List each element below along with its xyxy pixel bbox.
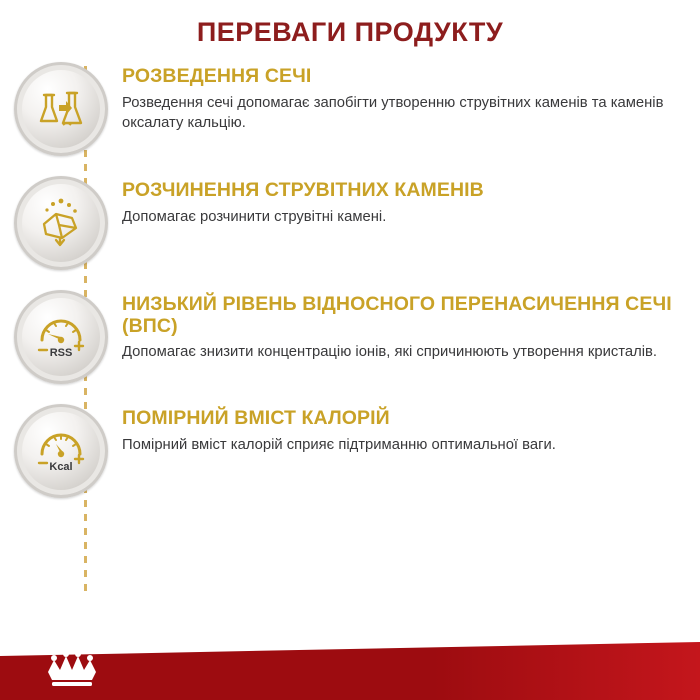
benefit-description: Допомагає знизити концентрацію іонів, які спричинюють утворення кристалів. — [122, 344, 657, 361]
benefit-icon-wrap — [0, 174, 122, 270]
benefit-icon-wrap — [0, 402, 122, 498]
kcal-gauge-label: Kcal — [49, 460, 73, 473]
footer-red-band — [0, 642, 700, 700]
benefit-title: ПОМІРНИЙ ВМІСТ КАЛОРІЙ — [122, 406, 390, 429]
benefit-title: РОЗЧИНЕННЯ СТРУВІТНИХ КАМЕНІВ — [122, 178, 484, 201]
benefit-text — [122, 60, 700, 134]
benefit-icon-wrap — [0, 288, 122, 384]
royal-canin-crown-logo — [42, 650, 102, 692]
benefit-text — [122, 288, 700, 363]
benefit-description: Розведення сечі допомагає запобігти утворенню струвітних каменів та каменів оксалату кальцію. — [122, 94, 664, 131]
benefits-list — [0, 60, 700, 498]
benefit-icon-wrap — [0, 60, 122, 156]
benefit-item — [0, 174, 700, 270]
benefit-item — [0, 60, 700, 156]
kcal-gauge-icon — [14, 404, 108, 498]
rss-gauge-icon — [14, 290, 108, 384]
page-title: ПЕРЕВАГИ ПРОДУКТУ — [196, 17, 504, 47]
benefit-item — [0, 402, 700, 498]
urine-dilution-icon — [14, 62, 108, 156]
benefit-title: НИЗЬКИЙ РІВЕНЬ ВІДНОСНОГО ПЕРЕНАСИЧЕННЯ СЕЧІ (ВПС) — [122, 292, 672, 337]
footer — [0, 634, 700, 700]
benefit-description: Допомагає розчинити струвітні камені. — [122, 208, 387, 225]
benefit-description: Помірний вміст калорій сприяє підтриманню оптимальної ваги. — [122, 436, 556, 453]
benefit-item — [0, 288, 700, 384]
benefit-text — [122, 402, 700, 455]
benefit-title: РОЗВЕДЕННЯ СЕЧІ — [122, 64, 312, 87]
rss-gauge-label: RSS — [49, 346, 73, 359]
struvite-dissolution-icon — [14, 176, 108, 270]
benefit-text — [122, 174, 700, 227]
